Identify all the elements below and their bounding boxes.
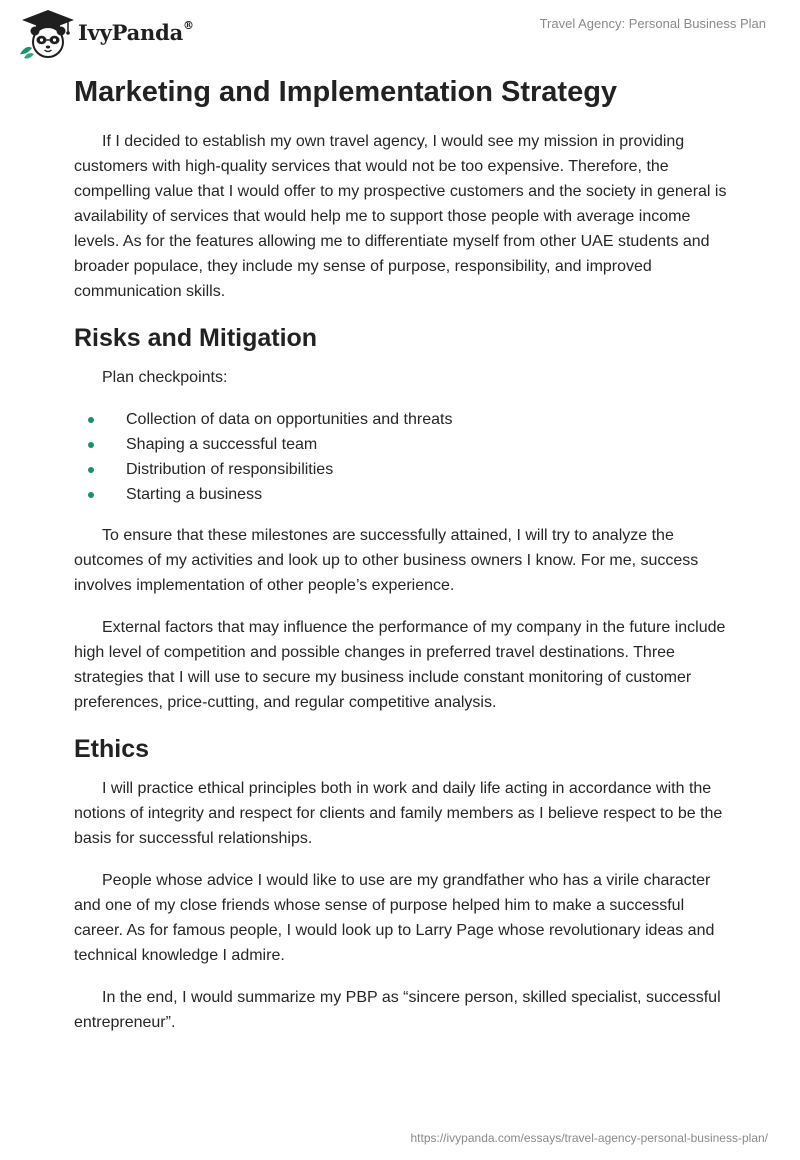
ethics-paragraph-1: I will practice ethical principles both in work and daily life acting in accordance with the notions of integrity and respect for clients and family members as I believe respect to be the basis for successful relationships. <box>74 780 723 847</box>
bullet-icon <box>88 467 94 473</box>
risks-heading: Risks and Mitigation <box>74 324 318 352</box>
source-url[interactable]: https://ivypanda.com/essays/travel-agency-personal-business-plan/ <box>410 1131 768 1145</box>
checkpoints-list <box>74 407 734 507</box>
page-title: Marketing and Implementation Strategy <box>74 76 618 108</box>
risks-paragraph-1: To ensure that these milestones are successfully attained, I will try to analyze the outcomes of my activities and look up to other business owners I know. For me, success involves implementation of other people’s experience. <box>74 527 699 594</box>
intro-paragraph: If I decided to establish my own travel agency, I would see my mission in providing customers with high-quality services that would not be too expensive. Therefore, the compelling value that I would offer to my prospective customers and the society in general is availability of services that would help me to support those people with average income levels. As for the features allowing me to differentiate myself from other UAE students and broader populace, they include my sense of purpose, responsibility, and improved communication skills. <box>74 133 727 300</box>
list-item-text: Starting a business <box>126 486 263 503</box>
list-item-text: Distribution of responsibilities <box>126 461 334 478</box>
panda-graduate-icon[interactable] <box>16 8 76 60</box>
list-item <box>74 482 734 507</box>
article-content <box>74 72 734 1052</box>
list-item <box>74 432 734 457</box>
bullet-icon <box>88 492 94 498</box>
bullet-icon <box>88 417 94 423</box>
list-item-text: Collection of data on opportunities and threats <box>126 411 453 428</box>
registered-mark: ® <box>183 19 194 32</box>
brand-name[interactable] <box>78 20 194 45</box>
list-item <box>74 457 734 482</box>
list-item-text: Shaping a successful team <box>126 436 318 453</box>
ethics-paragraph-2: People whose advice I would like to use are my grandfather who has a virile character and one of my close friends whose sense of purpose helped him to make a successful career. As for famous people, I would look up to Larry Page whose revolutionary ideas and technical knowledge I admire. <box>74 872 715 964</box>
document-title: Travel Agency: Personal Business Plan <box>539 16 766 31</box>
checkpoints-label: Plan checkpoints: <box>102 369 228 386</box>
ethics-heading: Ethics <box>74 735 150 763</box>
brand-name-text: IvyPanda <box>78 20 184 45</box>
risks-paragraph-2: External factors that may influence the performance of my company in the future include high level of competition and possible changes in preferred travel destinations. Three strategies that I will use to secure my business include constant monitoring of customer preferences, price-cutting, and regular competitive analysis. <box>74 619 726 711</box>
bullet-icon <box>88 442 94 448</box>
ethics-paragraph-3: In the end, I would summarize my PBP as “sincere person, skilled specialist, successful entrepreneur”. <box>74 989 721 1031</box>
page-header <box>0 0 800 70</box>
list-item <box>74 407 734 432</box>
